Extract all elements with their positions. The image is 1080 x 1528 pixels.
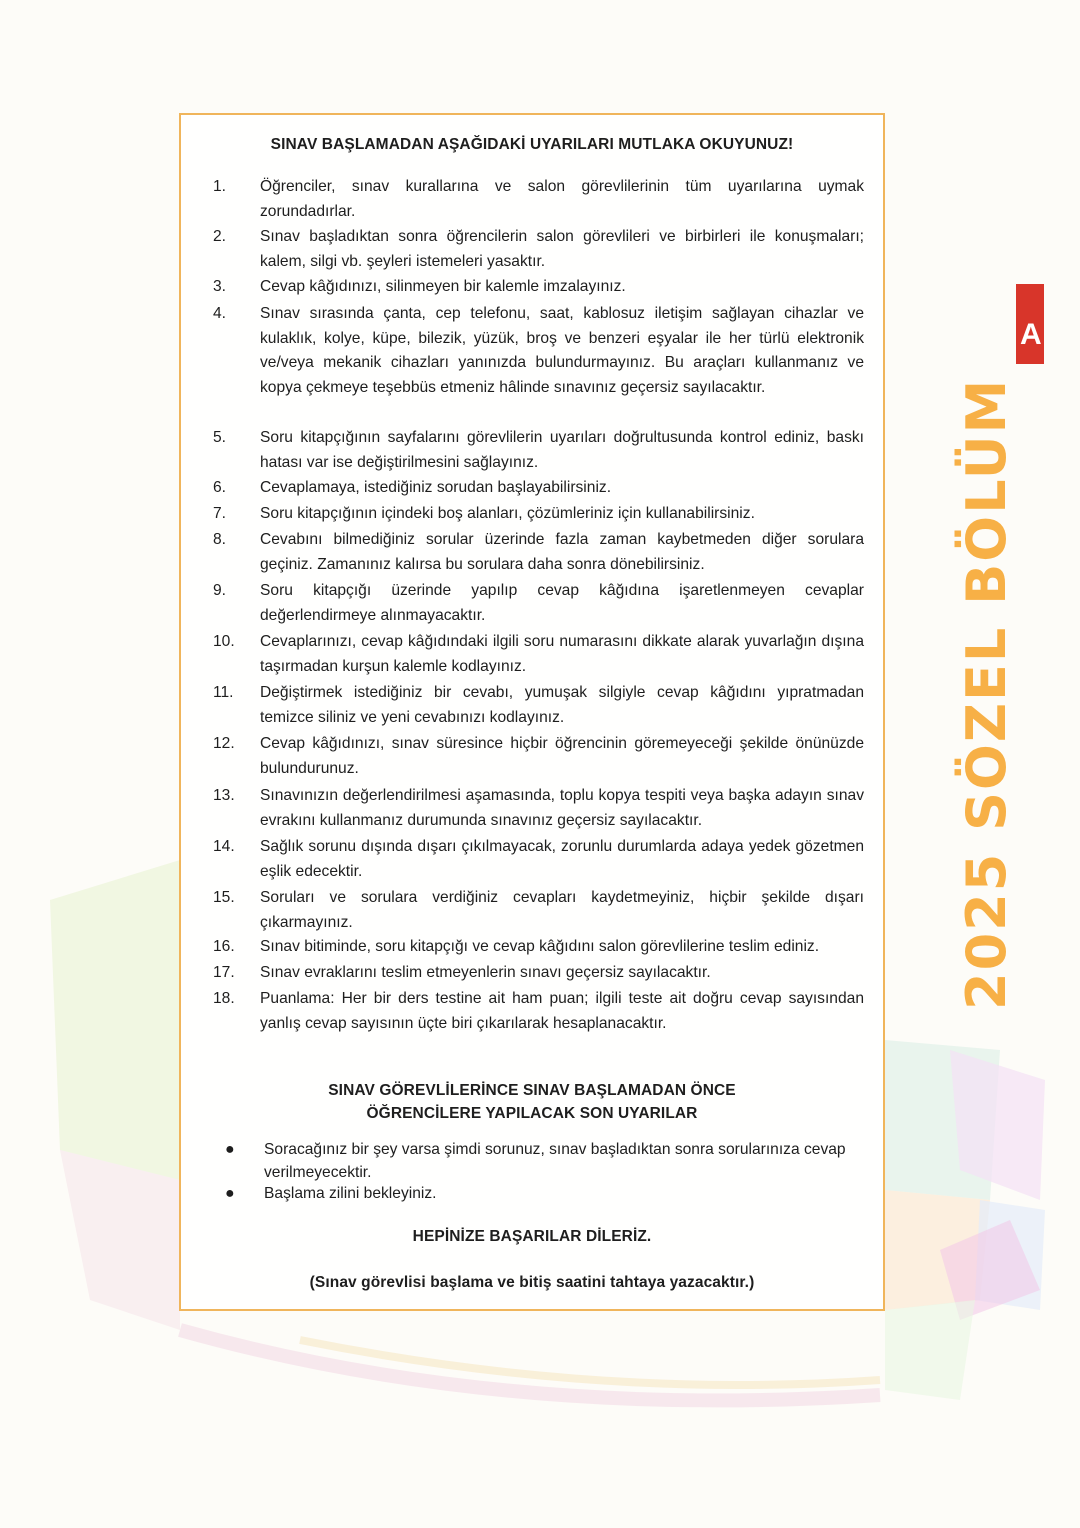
rule-number: 1. xyxy=(213,178,227,195)
rule-number: 2. xyxy=(213,228,227,245)
rule-number: 6. xyxy=(213,479,227,496)
rule-number: 15. xyxy=(213,889,235,906)
rule-text: Cevabını bilmediğiniz sorular üzerinde fazla zaman kaybetmeden diğer sorulara geçiniz. Zamanınız kalırsa bu sorulara daha sonra dönebilirsiniz. xyxy=(260,531,864,573)
rule-number: 13. xyxy=(213,787,235,804)
rule-number: 12. xyxy=(213,735,235,752)
footer-note: (Sınav görevlisi başlama ve bitiş saatini tahtaya yazacaktır.) xyxy=(309,1274,755,1291)
rule-text: Sınav başladıktan sonra öğrencilerin salon görevlileri ve birbirleri ile konuşmaları; kalem, silgi vb. şeyleri istemeleri yasaktır. xyxy=(260,228,864,270)
closing-message: HEPİNİZE BAŞARILAR DİLERİZ. xyxy=(412,1228,652,1245)
rule-number: 17. xyxy=(213,964,235,981)
rule-text: Cevap kâğıdınızı, silinmeyen bir kalemle imzalayınız. xyxy=(260,278,626,295)
rule-text: Sınav sırasında çanta, cep telefonu, saat, kablosuz iletişim sağlayan cihazlar ve kulaklık, kolye, küpe, bilezik, yüzük, broş ve benzeri eşyalar ile her türlü elektronik ve/veya mekanik cihazları yanınızda bulundurmayınız. Bu araçları kullanmanız ve kopya çekmeye teşebbüs etmeniz hâlinde sınavınız geçersiz sayılacaktır. xyxy=(260,305,864,396)
rule-text: Soru kitapçığının içindeki boş alanları, çözümleriniz için kullanabilirsiniz. xyxy=(260,505,755,522)
rule-number: 11. xyxy=(213,684,234,701)
rule-text: Soru kitapçığının sayfalarını görevlilerin uyarıları doğrultusunda kontrol ediniz, baskı hatası var ise değiştirilmesini sağlayınız. xyxy=(260,429,864,471)
rule-text: Öğrenciler, sınav kurallarına ve salon görevlilerinin tüm uyarılarına uymak zorundadırlar. xyxy=(260,178,864,220)
final-warnings-title-line1: SINAV GÖREVLİLERİNCE SINAV BAŞLAMADAN ÖNCE xyxy=(328,1082,736,1099)
section-tab-letter: A xyxy=(1020,318,1042,351)
rule-number: 9. xyxy=(213,582,227,599)
bullet-text: Soracağınız bir şey varsa şimdi sorunuz, sınav başladıktan sonra sorularınıza cevap verilmeyecektir. xyxy=(264,1141,846,1181)
rule-text: Cevap kâğıdınızı, sınav süresince hiçbir öğrencinin göremeyeceği şekilde önünüzde bulundurunuz. xyxy=(260,735,864,777)
rule-text: Cevaplamaya, istediğiniz sorudan başlayabilirsiniz. xyxy=(260,479,612,496)
rule-text: Sınavınızın değerlendirilmesi aşamasında, toplu kopya tespiti veya başka adayın sınav evrakını kullanmanız durumunda sınavınız geçersiz sayılacaktır. xyxy=(260,787,864,829)
rule-text: Sağlık sorunu dışında dışarı çıkılmayacak, zorunlu durumlarda adaya yedek gözetmen eşlik edecektir. xyxy=(260,838,864,880)
rule-number: 10. xyxy=(213,633,235,650)
rule-text: Puanlama: Her bir ders testine ait ham puan; ilgili teste ait doğru cevap sayısından yanlış cevap sayısının üçte biri çıkarılarak hesaplanacaktır. xyxy=(260,990,864,1032)
exam-rules-box xyxy=(179,113,885,1311)
rule-text: Cevaplarınızı, cevap kâğıdındaki ilgili soru numarasını dikkate alarak yuvarlağın dışına taşırmadan kurşun kalemle kodlayınız. xyxy=(260,633,864,675)
rule-text: Sınav bitiminde, soru kitapçığı ve cevap kâğıdını salon görevlilerine teslim ediniz. xyxy=(260,938,820,955)
bullet-text: Başlama zilini bekleyiniz. xyxy=(264,1185,437,1202)
rule-text: Soru kitapçığı üzerinde yapılıp cevap kâğıdına işaretlenmeyen cevaplar değerlendirmeye alınmayacaktır. xyxy=(260,582,864,624)
rule-number: 3. xyxy=(213,278,227,295)
rule-number: 5. xyxy=(213,429,227,446)
rule-number: 4. xyxy=(213,305,227,322)
rule-number: 7. xyxy=(213,505,227,522)
rule-text: Değiştirmek istediğiniz bir cevabı, yumuşak silgiyle cevap kâğıdını yıpratmadan temizce siliniz ve yeni cevabınızı kodlayınız. xyxy=(260,684,864,726)
section-side-label: 2025 SÖZEL BÖLÜM xyxy=(955,377,1018,1010)
rule-text: Soruları ve sorulara verdiğiniz cevapları kaydetmeyiniz, hiçbir şekilde dışarı çıkarmayınız. xyxy=(260,889,864,931)
final-warnings-title-line2: ÖĞRENCİLERE YAPILACAK SON UYARILAR xyxy=(366,1105,698,1122)
rules-title: SINAV BAŞLAMADAN AŞAĞIDAKİ UYARILARI MUTLAKA OKUYUNUZ! xyxy=(270,136,794,153)
bullet-dot: ● xyxy=(225,1141,235,1158)
bullet-dot: ● xyxy=(225,1185,235,1202)
rule-text: Sınav evraklarını teslim etmeyenlerin sınavı geçersiz sayılacaktır. xyxy=(260,964,711,981)
rule-number: 14. xyxy=(213,838,235,855)
rule-number: 18. xyxy=(213,990,235,1007)
rule-number: 16. xyxy=(213,938,235,955)
rule-number: 8. xyxy=(213,531,227,548)
